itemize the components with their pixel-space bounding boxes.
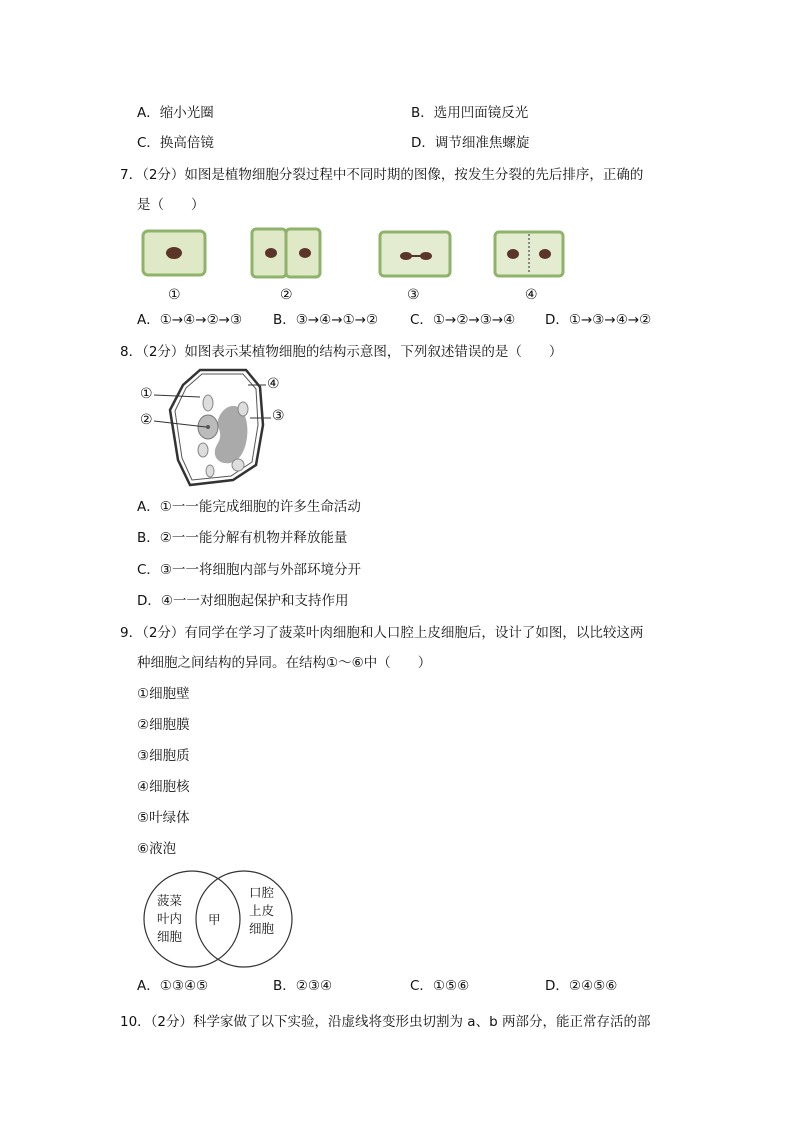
cell-stage-3	[380, 232, 450, 276]
venn-center-label: 甲	[208, 912, 221, 927]
venn-left-line: 菠菜	[157, 893, 183, 908]
q8-option-a: A．①一一能完成细胞的许多生命活动	[137, 499, 361, 515]
venn-right-line: 上皮	[249, 903, 275, 918]
q6-option-a: A．缩小光圈	[137, 105, 214, 121]
q10-stem: 10．（2分）科学家做了以下实验，沿虚线将变形虫切割为 a、b 两部分，能正常存活的部	[120, 1014, 651, 1030]
q9-option-c: C．①⑤⑥	[410, 978, 470, 994]
q9-option-d: D．②④⑤⑥	[545, 978, 618, 994]
q6-option-c: C．换高倍镜	[137, 135, 214, 151]
q7-option-c: C．①→②→③→④	[410, 312, 516, 328]
cell-label-1: ①	[140, 386, 153, 402]
q9-item-5: ⑤叶绿体	[137, 810, 190, 826]
q8-option-b: B．②一一能分解有机物并释放能量	[137, 530, 348, 546]
venn-left-line: 叶内	[157, 911, 183, 926]
figure-label-3: ③	[407, 287, 420, 303]
q7-stem: 7．（2分）如图是植物细胞分裂过程中不同时期的图像，按发生分裂的先后排序，正确的	[120, 167, 644, 183]
cell-label-2: ②	[140, 412, 153, 428]
venn-right-line: 口腔	[249, 885, 275, 900]
figure-label-4: ④	[525, 287, 538, 303]
q9-stem: 9．（2分）有同学在学习了菠菜叶肉细胞和人口腔上皮细胞后，设计了如图，以比较这两	[120, 625, 644, 641]
venn-right-label	[249, 884, 274, 938]
cell-label-3: ③	[272, 408, 285, 424]
plant-cell-diagram	[138, 365, 288, 490]
figure-label-1: ①	[168, 287, 181, 303]
q6-option-d: D．调节细准焦螺旋	[411, 135, 530, 151]
cell-stage-2	[252, 229, 320, 277]
q9-item-2: ②细胞膜	[137, 717, 190, 733]
cell-label-4: ④	[267, 376, 280, 392]
venn-left-label	[157, 892, 182, 946]
q9-item-3: ③细胞质	[137, 748, 190, 764]
venn-right-line: 细胞	[249, 921, 275, 936]
venn-left-line: 细胞	[157, 929, 183, 944]
q9-option-a: A．①③④⑤	[137, 978, 209, 994]
cell-division-figure	[140, 226, 680, 282]
cell-stage-1	[143, 231, 205, 275]
figure-label-2: ②	[280, 287, 293, 303]
q8-stem: 8．（2分）如图表示某植物细胞的结构示意图，下列叙述错误的是（ ）	[120, 344, 563, 360]
q9-item-6: ⑥液泡	[137, 841, 177, 857]
q7-option-b: B．③→④→①→②	[273, 312, 379, 328]
q9-option-b: B．②③④	[273, 978, 333, 994]
q9-item-4: ④细胞核	[137, 779, 190, 795]
q8-option-c: C．③一一将细胞内部与外部环境分开	[137, 562, 362, 578]
q9-item-1: ①细胞壁	[137, 686, 190, 702]
q7-option-d: D．①→③→④→②	[545, 312, 652, 328]
cell-stage-4	[495, 232, 563, 276]
q7-stem-cont: 是（ ）	[137, 197, 205, 213]
q8-option-d: D．④一一对细胞起保护和支持作用	[137, 593, 349, 609]
q9-stem-cont: 种细胞之间结构的异同。在结构①～⑥中（ ）	[137, 655, 432, 671]
q6-option-b: B．选用凹面镜反光	[411, 105, 529, 121]
q7-option-a: A．①→④→②→③	[137, 312, 243, 328]
